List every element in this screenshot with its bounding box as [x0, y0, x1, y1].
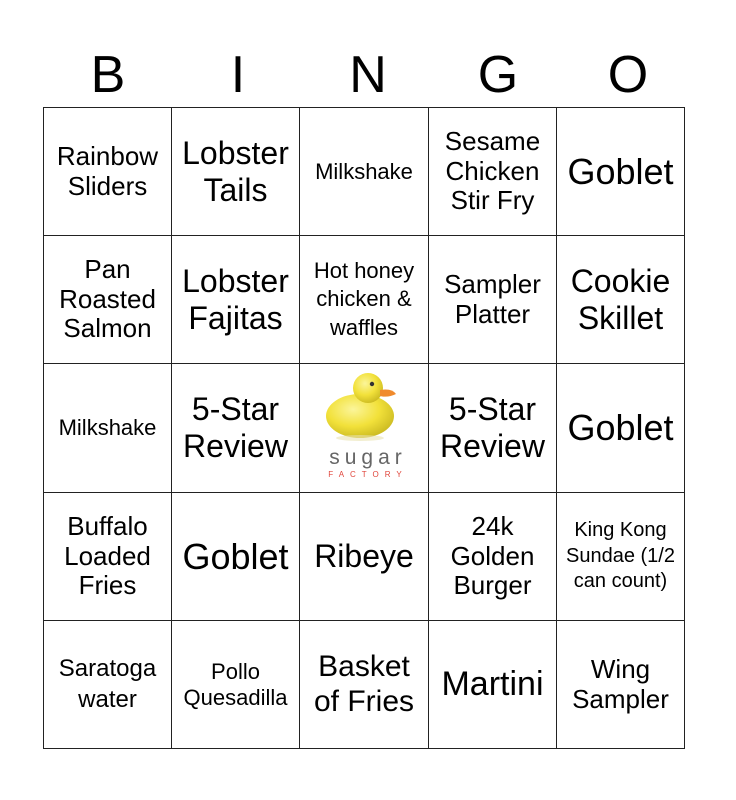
bingo-cell[interactable]: Goblet	[557, 108, 685, 236]
bingo-header	[43, 44, 693, 106]
bingo-board	[43, 107, 685, 749]
bingo-cell[interactable]: Sesame Chicken Stir Fry	[429, 108, 557, 236]
bingo-cell[interactable]: Rainbow Sliders	[44, 108, 172, 236]
bingo-cell[interactable]: Milkshake	[300, 108, 429, 236]
bingo-cell[interactable]: Lobster Tails	[172, 108, 300, 236]
header-letter-g: G	[477, 46, 519, 104]
bingo-cell[interactable]: Hot honey chicken & waffles	[300, 236, 429, 364]
bingo-cell[interactable]: Pollo Quesadilla	[172, 621, 300, 749]
bingo-cell[interactable]: Ribeye	[300, 493, 429, 621]
bingo-cell[interactable]: 5-Star Review	[429, 364, 557, 493]
header-letter-b: B	[90, 46, 126, 104]
bingo-cell[interactable]: Cookie Skillet	[557, 236, 685, 364]
bingo-cell[interactable]: Buffalo Loaded Fries	[44, 493, 172, 621]
sugar-factory-logo	[300, 364, 428, 492]
bingo-cell[interactable]: Pan Roasted Salmon	[44, 236, 172, 364]
bingo-cell[interactable]: 24k Golden Burger	[429, 493, 557, 621]
bingo-cell[interactable]: Martini	[429, 621, 557, 749]
header-letter-i: I	[230, 46, 246, 104]
free-space-cell[interactable]	[300, 364, 429, 493]
bingo-cell[interactable]: Sampler Platter	[429, 236, 557, 364]
logo-tagline: FACTORY	[328, 470, 408, 479]
bingo-cell[interactable]: Basket of Fries	[300, 621, 429, 749]
bingo-cell[interactable]: Wing Sampler	[557, 621, 685, 749]
bingo-cell[interactable]: Lobster Fajitas	[172, 236, 300, 364]
header-letter-o: O	[607, 46, 649, 104]
bingo-cell[interactable]: Goblet	[557, 364, 685, 493]
bingo-cell[interactable]: Milkshake	[44, 364, 172, 493]
header-letter-n: N	[349, 46, 387, 104]
bingo-cell[interactable]: King Kong Sundae (1/2 can count)	[557, 493, 685, 621]
bingo-cell[interactable]: 5-Star Review	[172, 364, 300, 493]
bingo-cell[interactable]: Saratoga water	[44, 621, 172, 749]
bingo-cell[interactable]: Goblet	[172, 493, 300, 621]
logo-brand-word: sugar	[329, 446, 407, 469]
